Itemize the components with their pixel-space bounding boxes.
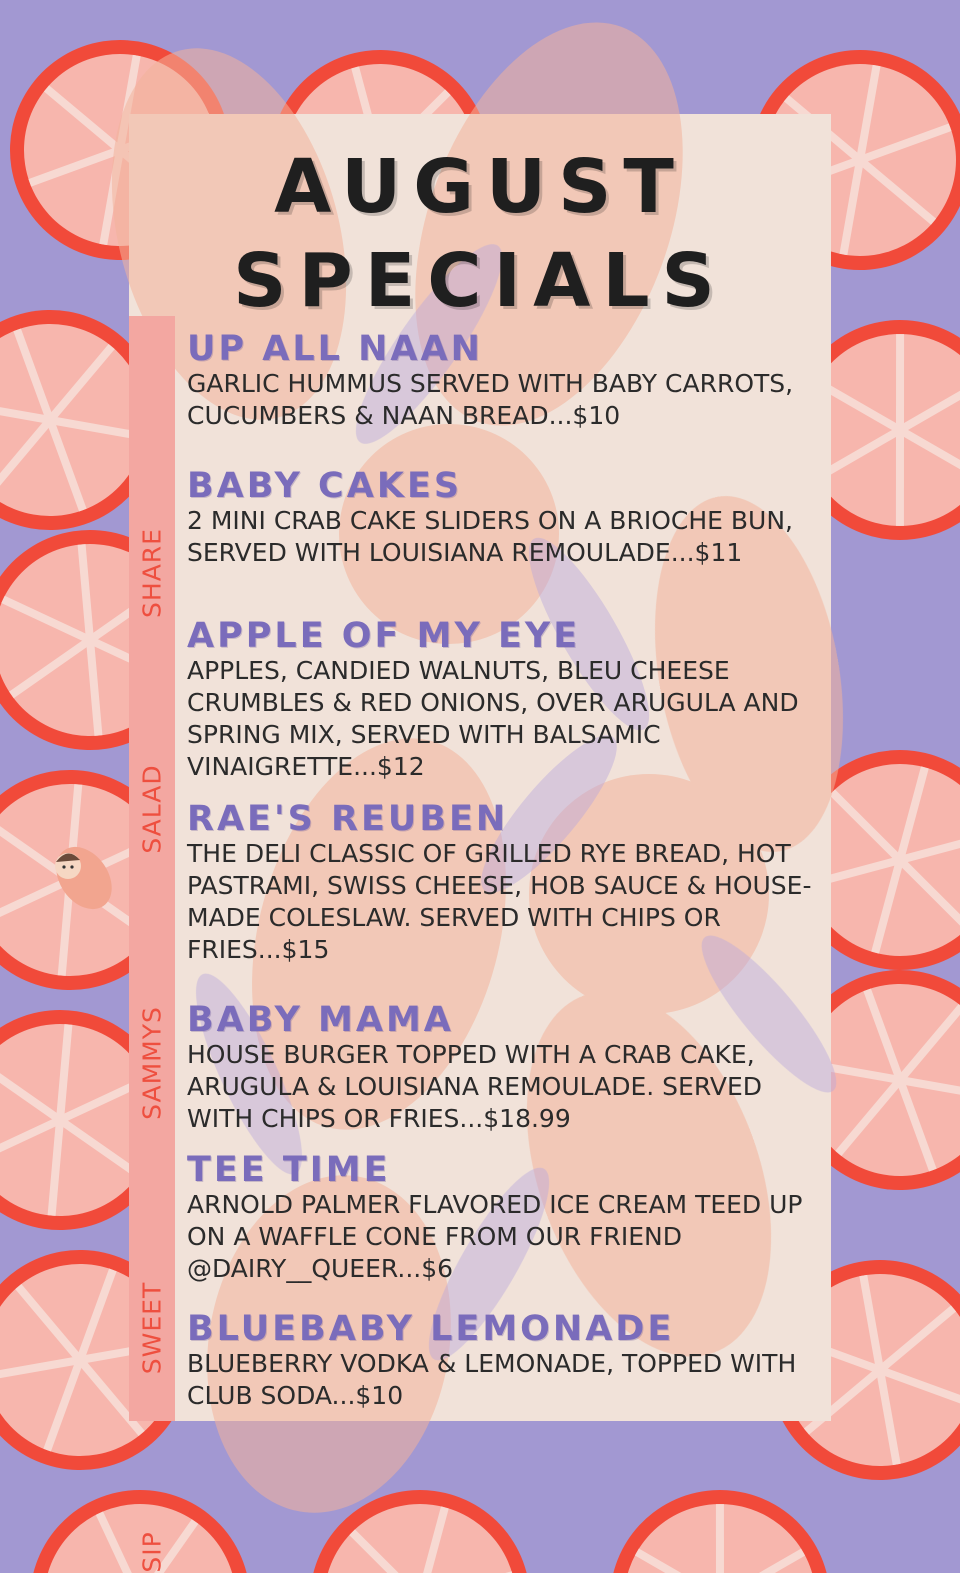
- category-label-share: SHARE: [137, 528, 167, 618]
- menu-item: [187, 467, 817, 569]
- menu-item: [187, 1151, 817, 1285]
- menu-item: [187, 1310, 817, 1412]
- category-sidebar: [129, 316, 175, 1573]
- item-name: RAE'S REUBEN: [187, 799, 509, 839]
- menu-card: [129, 114, 831, 1573]
- item-description: BLUEBERRY VODKA & LEMONADE, TOPPED WITH CLUB SODA...$10: [187, 1349, 797, 1410]
- menu-item: [187, 330, 817, 432]
- title-line-2: SPECIALS: [233, 238, 727, 324]
- menu-item: [187, 617, 817, 783]
- item-description: APPLES, CANDIED WALNUTS, BLEU CHEESE CRUMBLES & RED ONIONS, OVER ARUGULA AND SPRING MIX, SERVED WITH BALSAMIC VINAIGRETTE...$12: [187, 656, 799, 781]
- item-description: HOUSE BURGER TOPPED WITH A CRAB CAKE, ARUGULA & LOUISIANA REMOULADE. SERVED WITH CHIPS OR FRIES...$18.99: [187, 1040, 762, 1133]
- menu-item: [187, 1001, 817, 1135]
- item-name: BABY CAKES: [187, 466, 463, 506]
- page-title: [129, 140, 831, 328]
- item-name: APPLE OF MY EYE: [187, 616, 581, 656]
- menu-item: [187, 800, 817, 966]
- category-label-sammys: SAMMYS: [137, 1006, 167, 1120]
- title-line-1: AUGUST: [274, 144, 686, 230]
- baby-sticker-icon: [44, 840, 120, 916]
- item-description: GARLIC HUMMUS SERVED WITH BABY CARROTS, CUCUMBERS & NAAN BREAD...$10: [187, 369, 794, 430]
- item-name: BLUEBABY LEMONADE: [187, 1309, 675, 1349]
- item-name: BABY MAMA: [187, 1000, 454, 1040]
- item-description: ARNOLD PALMER FLAVORED ICE CREAM TEED UP ON A WAFFLE CONE FROM OUR FRIEND @DAIRY__QUEER...$6: [187, 1190, 803, 1283]
- category-label-salad: SALAD: [137, 764, 167, 854]
- item-name: TEE TIME: [187, 1150, 391, 1190]
- category-label-sip: SIP: [137, 1531, 167, 1573]
- category-label-sweet: SWEET: [137, 1281, 167, 1375]
- item-name: UP ALL NAAN: [187, 329, 483, 369]
- item-description: THE DELI CLASSIC OF GRILLED RYE BREAD, HOT PASTRAMI, SWISS CHEESE, HOB SAUCE & HOUSE-MADE COLESLAW. SERVED WITH CHIPS OR FRIES...$15: [187, 839, 812, 964]
- item-description: 2 MINI CRAB CAKE SLIDERS ON A BRIOCHE BUN, SERVED WITH LOUISIANA REMOULADE...$11: [187, 506, 793, 567]
